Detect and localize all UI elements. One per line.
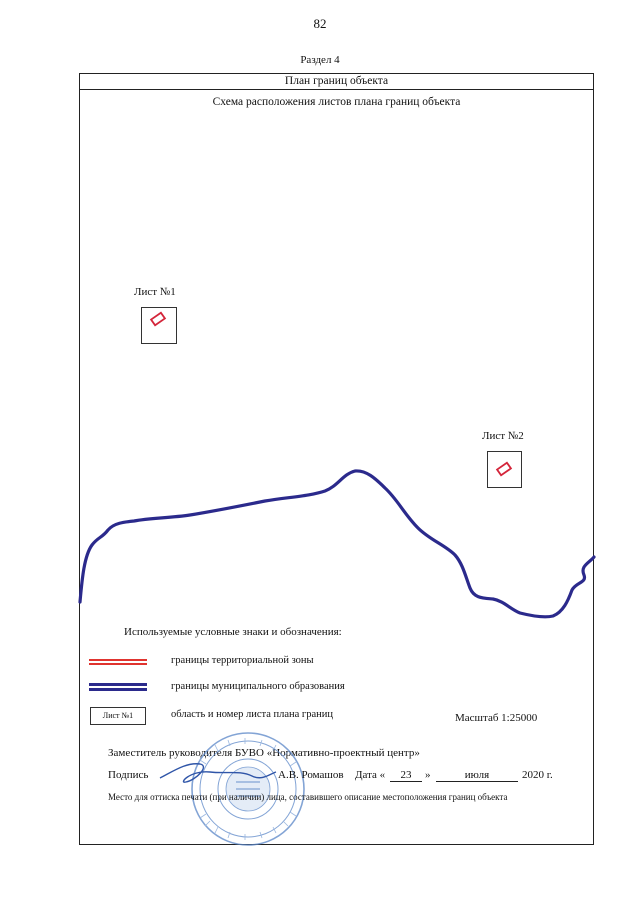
signer-name: А.В. Ромашов	[278, 769, 344, 781]
date-month: июля	[436, 769, 518, 782]
page-number: 82	[313, 16, 327, 31]
sheet-2-label: Лист №2	[482, 430, 524, 442]
sign-label: Подпись	[108, 769, 149, 781]
section-label: Раздел 4	[300, 54, 340, 66]
scale-label: Масштаб 1:25000	[455, 712, 538, 724]
date-day: 23	[390, 769, 422, 782]
legend-item-territorial-zone: границы территориальной зоны	[171, 655, 314, 666]
legend-title: Используемые условные знаки и обозначения:	[124, 626, 342, 638]
sheet-1-label: Лист №1	[134, 286, 176, 298]
position-line: Заместитель руководителя БУВО «Нормативно-проектный центр»	[108, 747, 420, 759]
stamp-seal	[192, 733, 304, 845]
date-label: Дата «	[355, 769, 386, 781]
legend-item-sheet-area: область и номер листа плана границ	[171, 709, 334, 720]
stamp-note: Место для оттиска печати (при наличии) лица, составившего описание местоположения границ объекта	[108, 792, 508, 802]
document-title: План границ объекта	[79, 73, 594, 90]
legend-sheet-box: Лист №1	[90, 707, 146, 725]
date-year: 2020 г.	[522, 769, 553, 781]
legend-item-municipal-boundary: границы муниципального образования	[171, 681, 345, 692]
document-subtitle: Схема расположения листов плана границ объекта	[212, 96, 461, 108]
date-day-close: »	[425, 769, 431, 781]
